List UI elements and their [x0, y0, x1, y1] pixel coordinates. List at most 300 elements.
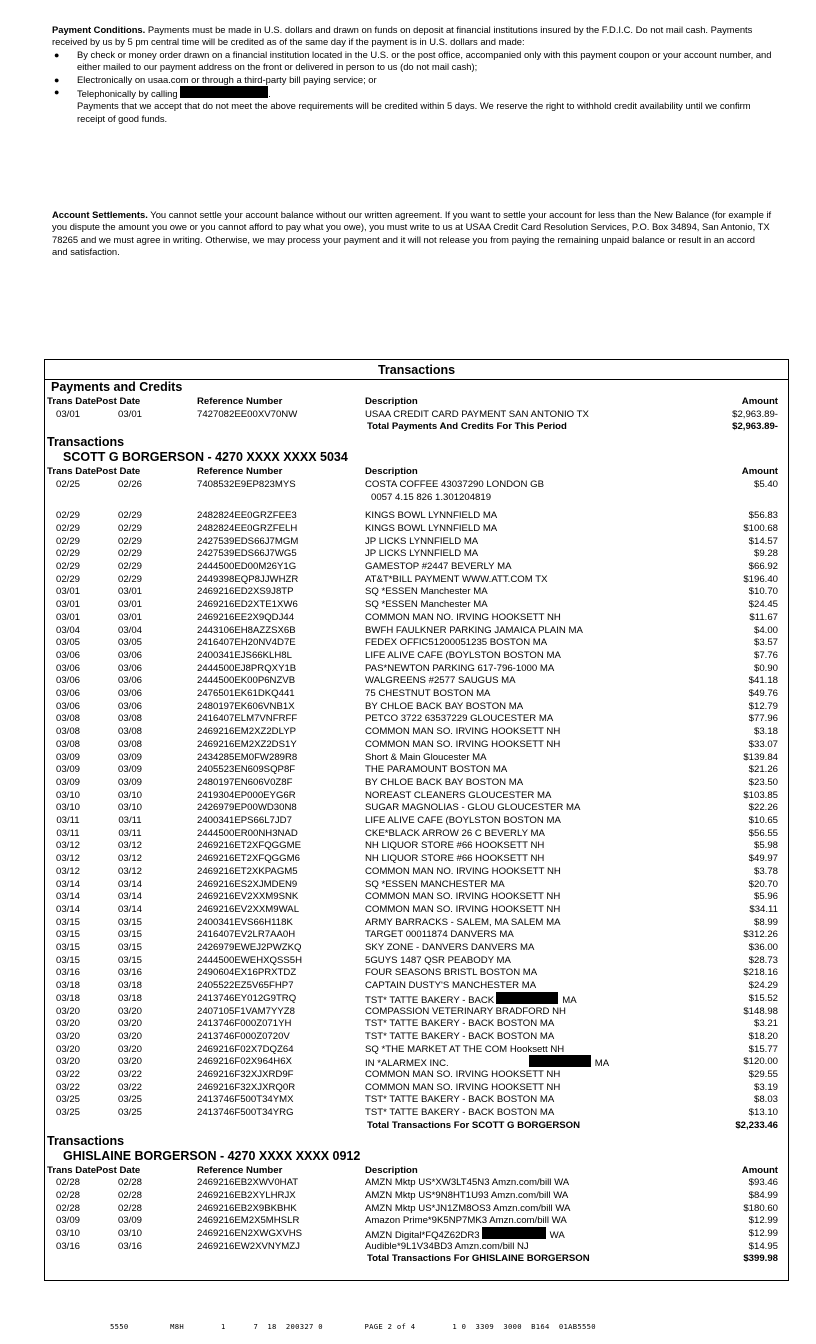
transaction-description	[365, 649, 561, 662]
reference-number: 2407105F1VAM7YYZ8	[197, 1005, 295, 1017]
amount: $120.00	[743, 1056, 778, 1068]
amount: $3.78	[753, 865, 778, 877]
amount: $100.68	[743, 522, 778, 534]
description-text: CAPTAIN DUSTY'S MANCHESTER MA	[365, 980, 537, 992]
transaction-row	[45, 852, 788, 865]
account-settlements-heading: Account Settlements.	[52, 209, 148, 220]
transaction-description	[365, 966, 537, 979]
trans-date: 03/08	[55, 726, 80, 738]
amount: $49.76	[748, 688, 778, 699]
reference-number: 2427539EDS66J7WG5	[197, 548, 297, 560]
reference-number: 2469216EV2XXM9WAL	[197, 903, 300, 915]
transaction-description	[365, 1081, 560, 1094]
transaction-row	[45, 916, 788, 929]
header-reference: Reference Number	[197, 466, 283, 478]
description-text: TARGET 00011874 DANVERS MA	[365, 929, 514, 941]
amount: $36.00	[748, 942, 778, 953]
trans-date: 03/12	[55, 853, 80, 865]
description-text: AMZN Mktp US*JN1ZM8OS3 Amzn.com/bill WA	[365, 1202, 571, 1214]
post-date: 03/15	[117, 916, 142, 928]
transaction-row	[45, 1106, 788, 1119]
transaction-row	[45, 573, 788, 586]
description-text: TST* TATTE BAKERY - BACK BOSTON MA	[365, 1030, 555, 1042]
post-date: 02/29	[117, 510, 142, 522]
reference-number: 2400341EVS66H118K	[197, 916, 293, 928]
post-date: 03/20	[117, 1056, 142, 1068]
transaction-description	[365, 890, 560, 903]
reference-number: 2469216ED2XTE1XW6	[197, 599, 298, 611]
description-text: KINGS BOWL LYNNFIELD MA	[365, 510, 498, 522]
transaction-description	[365, 1093, 554, 1106]
description-text: AMZN Mktp US*9N8HT1U93 Amzn.com/bill WA	[365, 1189, 569, 1201]
post-date: 03/15	[117, 929, 142, 941]
trans-date: 03/16	[55, 1240, 80, 1252]
trans-date: 02/28	[55, 1189, 80, 1201]
transaction-description	[365, 1017, 554, 1030]
trans-date: 03/15	[55, 942, 80, 953]
post-date: 03/25	[117, 1094, 142, 1106]
transaction-description	[365, 636, 547, 649]
payment-conditions-intro: Payments must be made in U.S. dollars and drawn on funds on deposit at financial institutions insured by the F.D.I.C. Do not mail cash. Payments received by us by 5 pm central time will be credited as of the same day if the payment is in U.S. dollars and made:	[52, 24, 753, 48]
reference-number: 2427539EDS66J7MGM	[197, 535, 299, 547]
transaction-description	[365, 1214, 567, 1227]
post-date: 03/12	[117, 865, 142, 877]
header-description: Description	[365, 1164, 418, 1176]
reference-number: 2444500ED00M26Y1G	[197, 561, 297, 572]
transaction-row	[45, 408, 788, 421]
amount: $3.21	[753, 1018, 778, 1030]
post-date: 03/08	[117, 738, 142, 750]
total-amount: $2,963.89-	[732, 421, 778, 433]
description-text: KINGS BOWL LYNNFIELD MA	[365, 522, 498, 534]
description-text: FEDEX OFFIC51200051235 BOSTON MA	[365, 637, 548, 649]
amount: $93.46	[748, 1177, 778, 1189]
reference-number: 2444500EK00P6NZVB	[197, 675, 296, 687]
amount: $10.70	[748, 586, 778, 598]
trans-date: 03/01	[55, 408, 80, 420]
transaction-description	[365, 700, 523, 713]
description-text: IN *ALARMEX INC.	[365, 1058, 449, 1070]
trans-date: 03/09	[55, 764, 80, 776]
transaction-row	[45, 522, 788, 535]
post-date: 03/06	[117, 675, 142, 687]
description-text: COMMON MAN SO. IRVING HOOKSETT NH	[365, 726, 561, 738]
description-text: BY CHLOE BACK BAY BOSTON MA	[365, 700, 524, 712]
reference-number: 2413746F000Z0720V	[197, 1030, 290, 1042]
transaction-description	[365, 903, 560, 916]
transaction-row	[45, 979, 788, 992]
transaction-description	[365, 1189, 568, 1202]
reference-number: 2400341EPS66L7JD7	[197, 815, 292, 826]
description-tail: MA	[562, 994, 577, 1006]
post-date: 03/11	[118, 815, 142, 826]
description-text: BY CHLOE BACK BAY BOSTON MA	[365, 776, 524, 788]
header-reference: Reference Number	[197, 396, 283, 407]
reference-number: 2469216EN2XWGXVHS	[197, 1228, 303, 1239]
header-trans-date: Trans Date	[47, 466, 97, 478]
post-date: 02/29	[117, 522, 142, 534]
transaction-description	[365, 738, 560, 751]
bullet-item: ● By check or money order drawn on a financial institution located in the U.S. or the post office, accompanied only with this payment coupon or your account number, and either mailed to our payment address on the front or delivered in person to us (do not mail cash);	[54, 48, 772, 73]
post-date: 03/20	[117, 1018, 142, 1030]
trans-date: 03/09	[55, 776, 80, 788]
transaction-row	[45, 1189, 788, 1202]
reference-number: 2469216EB2XWV0HAT	[197, 1177, 299, 1189]
post-date: 03/22	[117, 1081, 142, 1093]
transaction-row	[45, 954, 788, 967]
amount: $5.40	[753, 478, 778, 490]
reference-number: 2469216EB2X9BKBHK	[197, 1202, 297, 1214]
post-date: 03/06	[117, 662, 142, 674]
header-post-date: Post Date	[96, 466, 141, 478]
transaction-description	[365, 1240, 529, 1253]
amount: $56.55	[748, 827, 778, 839]
description-text: COMMON MAN SO. IRVING HOOKSETT NH	[365, 891, 561, 903]
post-date: 03/10	[117, 1228, 142, 1239]
trans-date: 03/22	[55, 1081, 80, 1093]
description-text: TST* TATTE BAKERY - BACK BOSTON MA	[365, 1107, 555, 1119]
post-date: 03/01	[117, 611, 142, 623]
reference-number: 2469216ET2XFQGGME	[197, 840, 301, 852]
description-text: AT&T*BILL PAYMENT WWW.ATT.COM TX	[365, 573, 548, 585]
post-date: 03/01	[117, 408, 142, 420]
amount: $15.52	[748, 992, 778, 1004]
transaction-row	[45, 1081, 788, 1094]
amount: $5.98	[753, 840, 778, 852]
transaction-description	[365, 1005, 566, 1018]
trans-date: 03/12	[55, 865, 80, 877]
total-label: Total Transactions For SCOTT G BORGERSON	[367, 1119, 581, 1131]
reference-number: 2469216EE2X9QDJ44	[197, 611, 295, 623]
post-date: 03/08	[117, 713, 142, 725]
account-settlements	[52, 209, 772, 259]
description-text: NOREAST CLEANERS GLOUCESTER MA	[365, 789, 552, 801]
transaction-description	[365, 776, 523, 789]
description-text: SQ *ESSEN Manchester MA	[365, 586, 488, 598]
reference-number: 2413746EY012G9TRQ	[197, 992, 297, 1004]
trans-date: 03/06	[55, 700, 80, 712]
trans-date: 02/29	[55, 535, 80, 547]
post-date: 03/01	[117, 599, 142, 611]
amount: $22.26	[748, 802, 778, 814]
transaction-row	[45, 725, 788, 738]
amount: $15.77	[748, 1043, 778, 1055]
column-header-row	[45, 465, 788, 478]
description-text: PETCO 3722 63537229 GLOUCESTER MA	[365, 713, 554, 725]
trans-date: 03/01	[55, 599, 80, 611]
description-text: TST* TATTE BAKERY - BACK BOSTON MA	[365, 1094, 555, 1106]
trans-date: 02/25	[55, 478, 80, 490]
trans-date: 03/20	[55, 1030, 80, 1042]
description-text: CKE*BLACK ARROW 26 C BEVERLY MA	[365, 827, 545, 839]
reference-number: 2413746F500T34YRG	[197, 1107, 294, 1119]
total-row	[45, 1119, 788, 1132]
amount: $41.18	[748, 675, 778, 687]
account-settlements-body: You cannot settle your account balance without our written agreement. If you want to settle your account for less than the New Balance (for example if you dispute the amount you owe or you cannot afford to pay what you owe), you must write to us at USAA Credit Card Resolution Services, P.O. Box 34894, San Antonio, TX 78265 and we must agree in writing. Otherwise, we may process your payment and it will not release you from paying the remaining unpaid balance or result in an accord and satisfaction.	[52, 209, 772, 258]
payment-conditions-heading: Payment Conditions.	[52, 24, 146, 35]
transaction-row	[45, 903, 788, 916]
description-text: LIFE ALIVE CAFE (BOYLSTON BOSTON MA	[365, 649, 561, 661]
post-date: 03/16	[117, 967, 142, 979]
reference-number: 2416407EV2LR7AA0H	[197, 929, 296, 941]
amount: $148.98	[743, 1005, 778, 1017]
transaction-row	[45, 1176, 788, 1189]
reference-number: 2405522EZ5V65FHP7	[197, 980, 294, 992]
trans-date: 03/01	[55, 611, 80, 623]
amount: $49.97	[748, 853, 778, 865]
description-text: SQ *ESSEN MANCHESTER MA	[365, 878, 505, 890]
amount: $77.96	[748, 713, 778, 725]
post-date: 03/04	[117, 624, 142, 636]
transaction-row	[45, 789, 788, 802]
description-text: Amazon Prime*9K5NP7MK3 Amzn.com/bill WA	[365, 1215, 567, 1227]
trans-date: 03/25	[55, 1094, 80, 1106]
trans-date: 03/10	[55, 789, 80, 801]
transaction-row	[45, 878, 788, 891]
post-date: 03/18	[117, 980, 142, 992]
post-date: 03/12	[117, 853, 142, 865]
post-date: 03/12	[117, 840, 142, 852]
description-text: BWFH FAULKNER PARKING JAMAICA PLAIN MA	[365, 624, 583, 636]
reference-number: 2416407EH20NV4D7E	[197, 637, 296, 649]
total-amount: $2,233.46	[735, 1119, 778, 1131]
header-amount: Amount	[741, 396, 778, 407]
post-date: 03/01	[117, 586, 142, 598]
description-text: 75 CHESTNUT BOSTON MA	[365, 688, 491, 699]
amount: $66.92	[748, 561, 778, 572]
post-date: 03/18	[117, 992, 142, 1004]
reference-number: 2469216EM2XZ2DS1Y	[197, 738, 297, 750]
trans-date: 02/29	[55, 561, 80, 572]
transaction-description	[365, 478, 544, 491]
reference-number: 2469216F02X7DQZ64	[197, 1043, 294, 1055]
post-date: 03/06	[117, 700, 142, 712]
transaction-description	[365, 1176, 569, 1189]
trans-date: 02/28	[55, 1177, 80, 1189]
post-date: 03/09	[117, 776, 142, 788]
transaction-row	[45, 992, 788, 1005]
amount: $12.99	[748, 1228, 778, 1239]
description-text: COMMON MAN SO. IRVING HOOKSETT NH	[365, 1081, 561, 1093]
transaction-row	[45, 687, 788, 700]
post-date: 03/06	[117, 688, 142, 699]
trans-date: 03/10	[55, 1228, 80, 1239]
transaction-description	[365, 611, 561, 624]
description-text: COMMON MAN SO. IRVING HOOKSETT NH	[365, 738, 561, 750]
description-text: GAMESTOP #2447 BEVERLY MA	[365, 561, 512, 572]
reference-number: 2469216ET2XKPAGM5	[197, 865, 298, 877]
description-text: SUGAR MAGNOLIAS - GLOU GLOUCESTER MA	[365, 802, 581, 814]
transaction-description	[365, 662, 554, 675]
transaction-row	[45, 547, 788, 560]
transaction-description	[365, 509, 497, 522]
description-text: COMMON MAN NO. IRVING HOOKSETT NH	[365, 865, 561, 877]
reference-number: 2426979EWEJ2PWZKQ	[197, 942, 302, 953]
trans-date: 03/01	[55, 586, 80, 598]
description-text: COSTA COFFEE 43037290 LONDON GB	[365, 478, 544, 490]
trans-date: 03/10	[55, 802, 80, 814]
transaction-row	[45, 700, 788, 713]
amount: $0.90	[753, 662, 778, 674]
amount: $7.76	[753, 649, 778, 661]
amount: $33.07	[748, 738, 778, 750]
trans-date: 03/15	[55, 916, 80, 928]
post-date: 03/14	[117, 891, 142, 903]
reference-number: 2469216ED2XS9J8TP	[197, 586, 294, 598]
transaction-row	[45, 751, 788, 764]
trans-date: 03/06	[55, 688, 80, 699]
reference-number: 2469216ES2XJMDEN9	[197, 878, 298, 890]
reference-number: 2469216ET2XFQGGM6	[197, 853, 300, 865]
transaction-description	[365, 979, 536, 992]
transaction-description	[365, 1068, 560, 1081]
transaction-row	[45, 1030, 788, 1043]
post-date: 02/29	[117, 548, 142, 560]
total-label: Total Transactions For GHISLAINE BORGERSON	[367, 1253, 590, 1265]
post-date: 03/08	[117, 726, 142, 738]
trans-date: 03/12	[55, 840, 80, 852]
transaction-description	[365, 954, 511, 967]
post-date: 03/10	[117, 802, 142, 814]
transaction-row	[45, 1043, 788, 1056]
reference-number: 7408532E9EP823MYS	[197, 478, 296, 490]
description-text: WALGREENS #2577 SAUGUS MA	[365, 675, 516, 687]
reference-number: 2469216F32XJXRQ0R	[197, 1081, 296, 1093]
trans-date: 03/15	[55, 954, 80, 966]
description-tail: MA	[594, 1058, 610, 1070]
description-text: COMMON MAN NO. IRVING HOOKSETT NH	[365, 611, 561, 623]
post-date: 02/29	[117, 535, 142, 547]
amount: $11.67	[749, 611, 778, 623]
transaction-description	[365, 814, 561, 827]
cardholder-name: GHISLAINE BORGERSON - 4270 XXXX XXXX 0912	[63, 1148, 361, 1163]
post-date: 03/20	[117, 1043, 142, 1055]
reference-number: 2482824EE0GRZFELH	[197, 522, 298, 534]
transaction-row	[45, 928, 788, 941]
reference-number: 2469216EV2XXM9SNK	[197, 891, 299, 903]
amount: $196.40	[743, 573, 778, 585]
amount: $103.85	[743, 789, 778, 801]
reference-number: 2405523EN609SQP8F	[197, 764, 296, 776]
post-date: 02/29	[117, 573, 142, 585]
trans-date: 03/20	[55, 1005, 80, 1017]
description-text: FOUR SEASONS BRISTL BOSTON MA	[365, 967, 538, 979]
description-text: LIFE ALIVE CAFE (BOYLSTON BOSTON MA	[365, 815, 561, 826]
transaction-description	[365, 687, 490, 700]
transaction-description	[365, 865, 561, 878]
transaction-description	[365, 522, 497, 535]
redaction-box	[496, 992, 558, 1004]
amount: $14.57	[748, 535, 778, 547]
trans-date: 03/25	[55, 1107, 80, 1119]
redaction-box	[180, 86, 268, 98]
post-date: 03/20	[117, 1005, 142, 1017]
reference-number: 2469216EM2X5MHSLR	[197, 1215, 300, 1227]
description-text: SKY ZONE - DANVERS DANVERS MA	[365, 942, 535, 953]
transaction-description	[365, 624, 583, 637]
trans-date: 03/20	[55, 1018, 80, 1030]
description-text: COMMON MAN SO. IRVING HOOKSETT NH	[365, 903, 561, 915]
amount: $28.73	[748, 954, 778, 966]
amount: $218.16	[743, 967, 778, 979]
reference-number: 2444500EWEHXQSS5H	[197, 954, 303, 966]
header-post-date: Post Date	[96, 396, 141, 407]
transaction-description	[365, 852, 544, 865]
amount: $2,963.89-	[732, 408, 778, 420]
description-text: USAA CREDIT CARD PAYMENT SAN ANTONIO TX	[365, 408, 589, 420]
payment-conditions-closing: Payments that we accept that do not meet the above requirements will be credited within 5 days. We reserve the right to withhold credit availability until we confirm receipt of good funds.	[77, 100, 751, 124]
reference-number: 2469216F02X964H6X	[197, 1056, 292, 1068]
post-date: 03/11	[118, 827, 142, 839]
description-text: AMZN Mktp US*XW3LT45N3 Amzn.com/bill WA	[365, 1177, 570, 1189]
trans-date: 02/29	[55, 548, 80, 560]
transaction-description	[365, 916, 560, 929]
transaction-row	[45, 509, 788, 522]
transaction-description	[365, 928, 514, 941]
page-footer: 5550 M8H 1 7 18 200327 0 PAGE 2 of 4 1 0 3309 3000 B164 01AB5550	[110, 1322, 596, 1331]
transaction-description	[365, 763, 507, 776]
transaction-row	[45, 598, 788, 611]
header-description: Description	[365, 466, 418, 478]
header-amount: Amount	[741, 1164, 778, 1176]
amount: $21.26	[748, 764, 778, 776]
total-label: Total Payments And Credits For This Period	[367, 421, 567, 433]
reference-number: 2469216EB2XYLHRJX	[197, 1189, 296, 1201]
description-text: COMMON MAN SO. IRVING HOOKSETT NH	[365, 1069, 561, 1080]
description-text: THE PARAMOUNT BOSTON MA	[365, 764, 508, 776]
trans-date: 03/05	[55, 637, 80, 649]
payment-conditions	[52, 24, 772, 125]
reference-number: 2469216EW2XVNYMZJ	[197, 1240, 300, 1252]
amount: $34.11	[749, 903, 778, 915]
bullet-item: ● Telephonically by calling .	[54, 87, 271, 100]
reference-number: 2480197EN606V0Z8F	[197, 776, 293, 788]
bullet-item: ● Electronically on usaa.com or through a third-party bill paying service; or	[54, 73, 377, 85]
post-date: 03/06	[117, 649, 142, 661]
transaction-description	[365, 827, 545, 840]
transaction-row	[45, 1068, 788, 1081]
trans-date: 02/29	[55, 522, 80, 534]
post-date: 02/26	[117, 478, 142, 490]
post-date: 03/09	[117, 764, 142, 776]
reference-number: 2444500EJ8PRQXY1B	[197, 662, 297, 674]
amount: $180.60	[743, 1202, 778, 1214]
transaction-description	[365, 547, 478, 560]
description-text: JP LICKS LYNNFIELD MA	[365, 548, 479, 560]
post-date: 03/09	[117, 751, 142, 763]
reference-number: 2413746F000Z071YH	[197, 1018, 292, 1030]
trans-date: 03/16	[55, 967, 80, 979]
transaction-description	[365, 560, 511, 573]
amount: $12.99	[748, 1215, 778, 1227]
trans-date: 03/06	[55, 675, 80, 687]
transaction-description	[365, 839, 544, 852]
description-tail: WA	[549, 1230, 565, 1241]
header-trans-date: Trans Date	[47, 1164, 97, 1176]
redaction-box	[529, 1055, 591, 1067]
transaction-row	[45, 1055, 788, 1068]
description-text: SQ *ESSEN Manchester MA	[365, 599, 488, 611]
reference-number: 2469216F32XJXRD9F	[197, 1069, 294, 1080]
transaction-row	[45, 941, 788, 954]
amount: $23.50	[748, 776, 778, 788]
post-date: 03/10	[117, 789, 142, 801]
transaction-row	[45, 890, 788, 903]
reference-number: 2444500ER00NH3NAD	[197, 827, 298, 839]
amount: $18.20	[748, 1030, 778, 1042]
transaction-description	[365, 1106, 554, 1119]
description-text: TST* TATTE BAKERY - BACK	[365, 994, 495, 1006]
